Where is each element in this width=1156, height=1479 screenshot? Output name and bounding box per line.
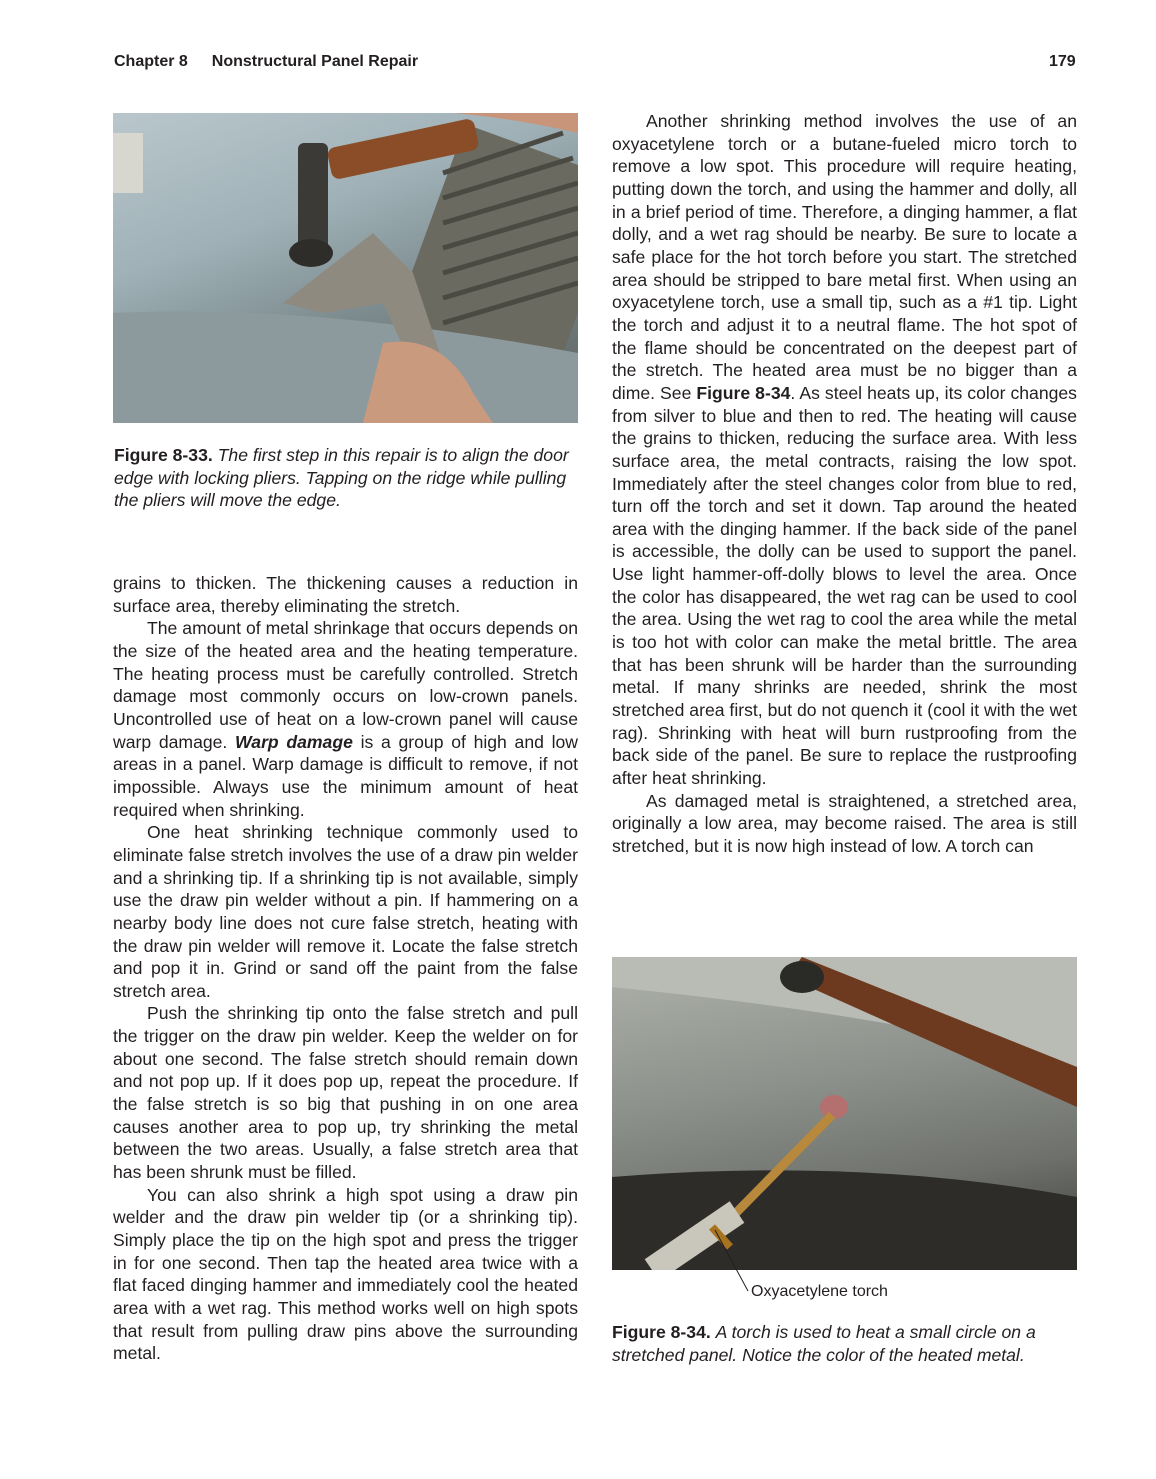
paragraph: Another shrinking method involves the use of an oxyacetylene torch or a butane-fueled micro torch to remove a low spot. This procedure will require heating, putting down the torch, and using the hammer and dolly, all in a brief period of time. Therefore, a dinging hammer, a flat dolly, and a wet rag should be nearby. Be sure to locate a safe place for the hot torch before you start. The stretched area should be stripped to bare metal first. When using an oxyacetylene torch, use a small tip, such as a #1 tip. Light the torch and adjust it to a neutral flame. The hot spot of the flame should be concentrated on the deepest part of the stretch. The heated area must be no bigger than a dime. See Figure 8-34. As steel heats up, its color changes from silver to blue and then to red. The heating will cause the grains to thicken, reducing the surface area. With less surface area, the metal contracts, raising the low spot. Immediately after the steel changes color from blue to red, turn off the torch and set it down. Tap around the heated area with the dinging hammer. If the back side of the panel is accessible, the dolly can be used to support the panel. Use light hammer-off-dolly blows to level the area. Once the color has disappeared, the wet rag can be used to cool the area. Using the wet rag to cool the area while the metal is too hot with color can make the metal brittle. The area that has been shrunk will be harder than the surrounding metal. If many shrinks are needed, shrink the most stretched area first, but do not quench it (cool it with the wet rag). Shrinking with heat will burn rustproofing from the back side of the panel. Be sure to replace the rustproofing after heat shrinking. [612,111,1077,789]
paragraph: One heat shrinking technique commonly used to eliminate false stretch involves the use of a draw pin welder and a shrinking tip. If a shrinking tip is not available, simply use the draw pin welder without a pin. If hammering on a nearby body line does not cure false stretch, heating with the draw pin welder will remove it. Locate the false stretch and pop it in. Grind or sand off the paint from the false stretch area. [113,822,578,1001]
paragraph: The amount of metal shrinkage that occurs depends on the size of the heated area and the heating temperature. The heating process must be carefully controlled. Stretch damage most commonly occurs on low-crown panels. Uncontrolled use of heat on a low-crown panel will cause warp damage. Warp damage is a group of high and low areas in a panel. Warp damage is difficult to remove, if not impossible. Always use the minimum amount of heat required when shrinking. [113,618,578,820]
chapter-title: Nonstructural Panel Repair [211,53,419,70]
caption-text: The first step in this repair is to align the door edge with locking pliers. Tapping on the ridge while pulling the pliers will move the edge. [114,445,569,511]
paragraph: Push the shrinking tip onto the false stretch and pull the trigger on the draw pin welder. Keep the welder on for about one second. The false stretch should remain down and not pop up. If it does pop up, repeat the procedure. If the false stretch is so big that pushing in on one area causes another area to pop up, try shrinking the metal between the two areas. Usually, a false stretch area that has been shrunk must be filled. [113,1003,578,1183]
chapter-number: Chapter 8 [114,53,188,70]
key-term: Warp damage [235,731,353,752]
figure-8-34-photo [612,957,1077,1270]
caption-text: A torch is used to heat a small circle on a stretched panel. Notice the color of the heated metal. [612,1322,1036,1365]
right-column-text [612,110,1077,858]
running-header [114,53,418,71]
paragraph: You can also shrink a high spot using a draw pin welder and the draw pin welder tip (or a shrinking tip). Simply place the tip on the high spot and press the trigger in for one second. Then tap the heated area twice with a flat faced dinging hammer and immediately cool the heated area with a wet rag. This method works well on high spots that result from pulling draw pins above the surrounding metal. [113,1184,578,1364]
figure-8-33-caption [114,444,579,512]
paragraph: As damaged metal is straightened, a stretched area, originally a low area, may become raised. The area is still stretched, but it is now high instead of low. A torch can [612,790,1077,856]
figure-8-34-caption [612,1321,1077,1366]
figure-label: Figure 8-33. [114,445,213,465]
figure-reference[interactable]: Figure 8-34 [696,382,791,403]
torch-callout-label: Oxyacetylene torch [751,1283,888,1300]
paragraph: grains to thicken. The thickening causes a reduction in surface area, thereby eliminating the stretch. [113,573,578,616]
page-number: 179 [1049,53,1076,70]
left-column-text [113,572,578,1365]
figure-8-33-photo [113,113,578,423]
figure-label: Figure 8-34. [612,1322,711,1342]
